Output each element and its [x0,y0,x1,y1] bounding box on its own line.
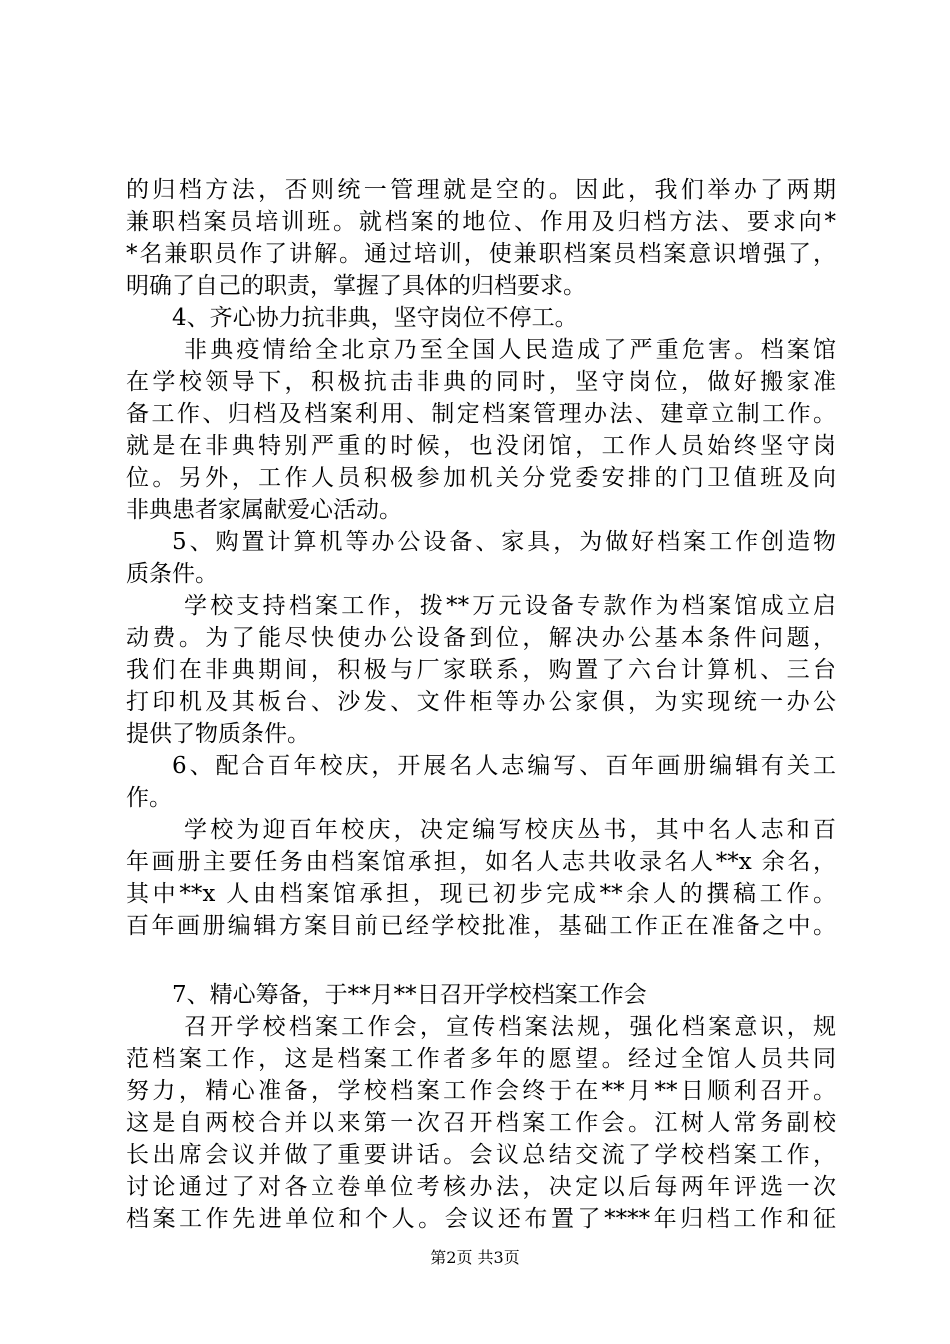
text-line: 4、齐心协力抗非典，坚守岗位不停工。 [172,305,578,331]
text-line: 努力，精心准备，学校档案工作会终于在**月**日顺利召开。 [126,1078,836,1104]
text-line: 提供了物质条件。 [126,721,310,747]
text-line: 7、精心筹备，于**月**日召开学校档案工作会 [172,982,647,1008]
text-line: 6、配合百年校庆，开展名人志编写、百年画册编辑有关工 [172,753,836,779]
text-line: 百年画册编辑方案目前已经学校批准，基础工作正在准备之中。 [126,913,836,939]
text-line: 学校支持档案工作，拨**万元设备专款作为档案馆成立启 [184,593,836,619]
page-footer: 第2页 共3页 [430,1248,520,1267]
text-line: 5、购置计算机等办公设备、家具，为做好档案工作创造物 [172,529,836,555]
text-line: 在学校领导下，积极抗击非典的同时，坚守岗位，做好搬家准 [126,369,836,395]
text-line: 范档案工作，这是档案工作者多年的愿望。经过全馆人员共同 [126,1046,836,1072]
text-line: 质条件。 [126,561,218,587]
text-line: 的归档方法，否则统一管理就是空的。因此，我们举办了两期 [126,177,836,203]
text-line: 动费。为了能尽快使办公设备到位，解决办公基本条件问题， [126,625,836,651]
text-line: 我们在非典期间，积极与厂家联系，购置了六台计算机、三台 [126,657,836,683]
text-line: 备工作、归档及档案利用、制定档案管理办法、建章立制工作。 [126,401,836,427]
text-line: 年画册主要任务由档案馆承担，如名人志共收录名人**x 余名， [126,849,836,875]
text-line: 档案工作先进单位和个人。会议还布置了****年归档工作和征 [126,1206,836,1232]
text-line: 召开学校档案工作会，宣传档案法规，强化档案意识，规 [184,1014,836,1040]
text-line: 打印机及其板台、沙发、文件柜等办公家俱，为实现统一办公 [126,689,836,715]
text-line: 学校为迎百年校庆，决定编写校庆丛书，其中名人志和百 [184,817,836,843]
text-line: 位。另外，工作人员积极参加机关分党委安排的门卫值班及向 [126,465,836,491]
text-line: 非典疫情给全北京乃至全国人民造成了严重危害。档案馆 [184,337,836,363]
text-line: 其中**x 人由档案馆承担，现已初步完成**余人的撰稿工作。 [126,881,836,907]
text-line: 作。 [126,785,172,811]
text-line: *名兼职员作了讲解。通过培训，使兼职档案员档案意识增强了， [126,241,836,267]
text-line: 明确了自己的职责，掌握了具体的归档要求。 [126,273,586,299]
text-line: 讨论通过了对各立卷单位考核办法，决定以后每两年评选一次 [126,1174,836,1200]
text-line: 这是自两校合并以来第一次召开档案工作会。江树人常务副校 [126,1110,836,1136]
text-line: 非典患者家属献爱心活动。 [126,497,402,523]
text-line: 就是在非典特别严重的时候，也没闭馆，工作人员始终坚守岗 [126,433,836,459]
text-line: 兼职档案员培训班。就档案的地位、作用及归档方法、要求向* [126,209,836,235]
text-line: 长出席会议并做了重要讲话。会议总结交流了学校档案工作， [126,1142,836,1168]
document-body [126,174,836,1235]
